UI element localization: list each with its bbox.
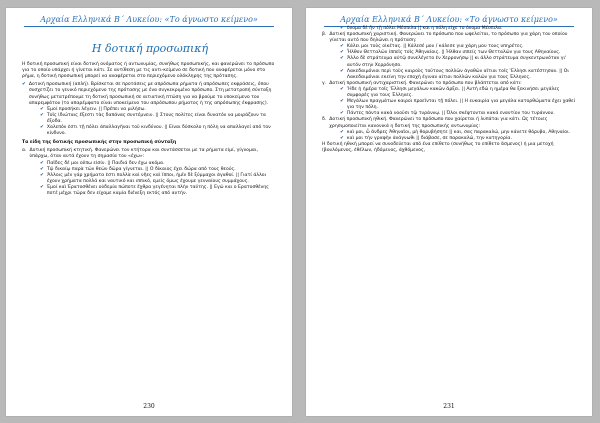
page-number: 230 [143,403,155,410]
checkmark-icon: ✔ [340,129,344,135]
closing-paragraph: Η δοτική ηθική μπορεί να συνοδεύεται από ένα επίθετο (συνήθως το επίθετο ἄσμενος) ή μια μετοχή (βουλόμενος, ἐθέλων, ἡδόμενος, ἀχθόμενος, [322,141,554,153]
example-item: ✔ Πάντες πάντα κακὰ νοοῦσι τῷ τυράννῳ. || Όλοι σκέφτονται κακά εναντίον του τυράννου. [340,111,555,117]
checkmark-icon: ✔ [40,172,44,178]
example-item: ✔ ὄνομα δὲ ἦν τῇ πόλει Μέσπιλα || και η πόλη είχε το όνομα Μέσπιλα. [340,26,503,31]
checkmark-icon: ✔ [40,112,44,118]
example-item: ✔ Ἦλθον Θετταλῶν ἱππεῖς τοῖς Ἀθηναίοις. || Ήλθαν ιππείς των Θετταλών για τους Αθηναίους. [340,50,561,56]
category-label: α. [22,148,27,154]
category-label: β. [322,32,327,38]
right-page [306,8,592,416]
category-item: α. Δοτική προσωπική κτητική. Φανερώνει τον κτήτορα και συντάσσεται με τα ρήματα εἰμί, γίγνομαι, ὑπάρχω, όταν αυτά έχουν τη σημασία του «έχω»: [22,148,258,160]
category-item: γ. Δοτική προσωπική αντιχαριστική. Φανερώνει το πρόσωπο που βλάπτεται από κάτι: [322,80,522,86]
checkmark-icon: ✔ [340,111,344,117]
checkmark-icon: ✔ [340,86,344,92]
left-header-rule [24,26,274,27]
checkmark-icon: ✔ [40,184,44,190]
category-item: δ. Δοτική προσωπική ηθική. Φανερώνει το πρόσωπο που χαίρεται ή λυπάται για κάτι. Ως τέτοιες χρησιμοποιείται κανονικά η δοτική της προσωπικής αντωνυμίας: [322,117,548,129]
section-subtitle: Τα είδη της δοτικής προσωπικής στην προσωπική σύνταξη [22,140,177,146]
example-item: ✔ Χαλεπόν ἐστι τῇ πόλει ἀπαλλαγῆναι τοῦ κινδύνου. || Είναι δύσκολο η πόλη να απαλλαγεί από τον κίνδυνο. [40,125,271,137]
checkmark-icon: ✔ [40,166,44,172]
example-item: ✔ Ἄλλοις μὲν γάρ χρήματα ἐστι πολλὰ καὶ νῆες καὶ ἵπποι, ἡμῖν δὲ ξύμμαχοι ἀγαθοί. || Γιατί άλλοι έχουν χρήματα πολλά και ναυτικό και ιππικό, εμείς όμως έχουμε γενναίους συμμάχους. [40,172,267,184]
example-item: ✔ Ἐμοί προσήκει λέγειν. || Πρέπει να μιλήσω. [40,106,146,112]
definition-text: Δοτική προσωπική (απλή). Βρίσκεται σε προτάσεις με απρόσωπα ρήματα ή απρόσωπες εκφράσεις, όπου συσχετίζει το γενικό περιεχόμενο της πρότασης με ένα συγκεκριμένο πρόσωπο. Στη μετατροπή σύνταξη συνήθως μετατρέπουμε τη δοτική προσωπική σε αιτιατική πτώση για να βρούμε το υποκείμενο του απαρεμφάτου (το απαρέμφατο είναι υποκείμενο του απρόσωπου ρήματος ή της απρόσωπης έκφρασης). [28,82,272,106]
right-page-content [322,26,578,156]
intro-paragraph: Η δοτική προσωπική είναι δοτική ονόματος ή αντωνυμίας, συνήθως προσωπικής, και φανερώνει το πρόσωπο για το οποίο υπάρχει ή γίνεται κάτι. Σε αντίθεση με τις αντι-κείμενο σε δοτική που αναφέρεται μόνο στο ρήμα, η δοτική προσωπική μπορεί να αναφέρεται στο περιεχόμενο ολόκληρης της πρότασης. [22,62,275,80]
checkmark-icon: ✔ [340,44,344,50]
page-title: Η δοτική προσωπική [91,42,209,55]
left-page-content [22,28,278,197]
checkmark-icon: ✔ [340,50,344,56]
checkmark-icon: ✔ [40,125,44,131]
checkmark-icon: ✔ [340,56,344,62]
example-item: ✔ καὶ μοι, ὦ ἄνδρες Ἀθηναῖοι, μὴ θορυβήσητε || και, σας παρακαλώ, μην κάνετε θόρυβο, Αθηναίοι. [340,129,571,135]
example-item: ✔ Ἐμοί καὶ Ἐρατοσθένει οὐδεμία πώποτε ἔχθρα γεγένηται πλὴν ταύτης. || Εγώ και ο Ερατοσθένης ποτέ μέχρι τώρα δεν είχαμε καμία διένεξη εκτός από αυτήν. [40,184,269,196]
example-item: ✔ Παῖδες δέ μοι οὔπω εἰσίν. || Παιδιά δεν έχω ακόμα. [40,160,165,166]
checkmark-icon: ✔ [40,106,44,112]
list-item [22,82,278,106]
example-item: ✔ Τῷ δικαίῳ παρὰ τῶν θεῶν δῶρα γίγνεται. || Ο δίκαιος έχει δώρα από τους θεούς. [40,166,236,172]
example-item: ✔ Ἤδε ἡ ἡμέρα τοῖς Ἕλλησι μεγάλων κακῶν ἄρξει. || Αυτή εδώ η ημέρα θα ξεκινήσει μεγάλες συμφορές για τους Έλληνες. [340,86,560,99]
example-item: ✔ Κάλει μοι τοὺς οἰκέτας. || Κάλεσέ μου / κάλεσε για χάρη μου τους υπηρέτες. [340,44,524,50]
checkmark-icon: ✔ [340,68,344,74]
category-item: β. Δοτική προσωπική χαριστική. Φανερώνει το πρόσωπο που ωφελείται, το πρόσωπο για χάρη του οποίου γίνεται αυτό που δηλώνει η πρόταση: [322,32,568,44]
example-item: ✔ Μεγάλων πραγμάτων καιροὶ προεῖνται τῇ πόλει. || Η ευκαιρία για μεγάλα κατορθώματα έχει χαθεί για την πόλη. [340,99,576,111]
category-label: γ. [322,80,327,86]
checkmark-icon: ✔ [340,135,344,141]
category-label: δ. [322,117,327,123]
example-item: ✔ Τοῖς ἰδιώταις ἔξεστι τὰς δαπάνας συντέμνειν. || Στους πολίτες είναι δυνατόν να μοιράζουν τα έξοδα. [40,112,266,124]
example-item: ✔ Λακεδαιμόνιοι περὶ τοὺς καιροὺς τούτους πολλῶν ἀγαθῶν αἴτιοι τοῖς Ἕλλησι κατέστησαν. || Οι Λακεδαιμόνιοι εκείνη την εποχή έγιναν αίτιοι πολλών καλών για τους Έλληνες. [340,68,569,80]
right-page-header: Αρχαία Ελληνικά Β΄ Λυκείου: «Το άγνωστο κείμενο» [340,15,558,24]
left-page-header: Αρχαία Ελληνικά Β΄ Λυκείου: «Το άγνωστο κείμενο» [40,15,258,24]
checkmark-icon: ✔ [340,26,344,31]
example-item: ✔ καὶ μοι τὴν γραφὴν ἀνάγνωθι || διάβασε, σε παρακαλώ, την κατηγορία. [340,135,512,141]
checkmark-icon: ✔ [22,82,26,88]
left-page [6,8,292,416]
checkmark-icon: ✔ [40,160,44,166]
page-number: 231 [443,403,455,410]
example-item: ✔ Ἄλλο δὲ στράτευμα αὐτῷ συνελέγετο ἐν Χερρονήσῳ || κι άλλο στράτευμα συγκεντρωνόταν γι' αυτόν στην Χερρόνησο. [340,56,567,68]
checkmark-icon: ✔ [340,99,344,105]
